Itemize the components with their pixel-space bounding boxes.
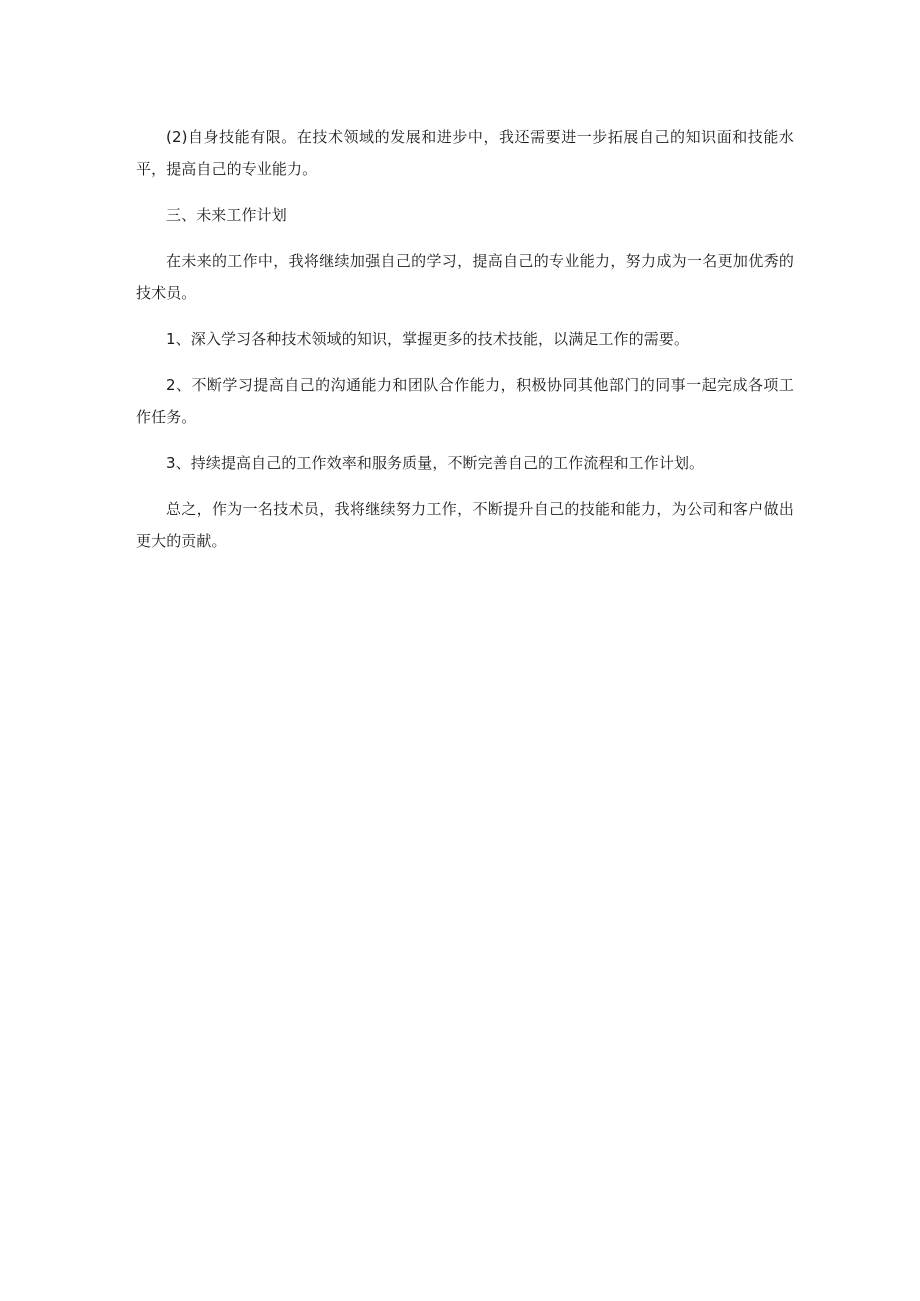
section-heading-future-plan: 三、未来工作计划 xyxy=(166,206,287,224)
plan-item-2: 2、不断学习提高自己的沟通能力和团队合作能力，积极协同其他部门的同事一起完成各项工作任务。 xyxy=(136,376,794,426)
paragraph-future-intro: 在未来的工作中，我将继续加强自己的学习，提高自己的专业能力，努力成为一名更加优秀的技术员。 xyxy=(136,252,794,302)
plan-item-1: 1、深入学习各种技术领域的知识，掌握更多的技术技能，以满足工作的需要。 xyxy=(166,330,690,348)
paragraph-skill-limitation: (2)自身技能有限。在技术领域的发展和进步中，我还需要进一步拓展自己的知识面和技能水平，提高自己的专业能力。 xyxy=(136,128,794,178)
plan-item-3: 3、持续提高自己的工作效率和服务质量，不断完善自己的工作流程和工作计划。 xyxy=(166,454,705,472)
paragraph-conclusion: 总之，作为一名技术员，我将继续努力工作，不断提升自己的技能和能力，为公司和客户做出更大的贡献。 xyxy=(136,500,794,550)
document-body xyxy=(136,121,794,571)
